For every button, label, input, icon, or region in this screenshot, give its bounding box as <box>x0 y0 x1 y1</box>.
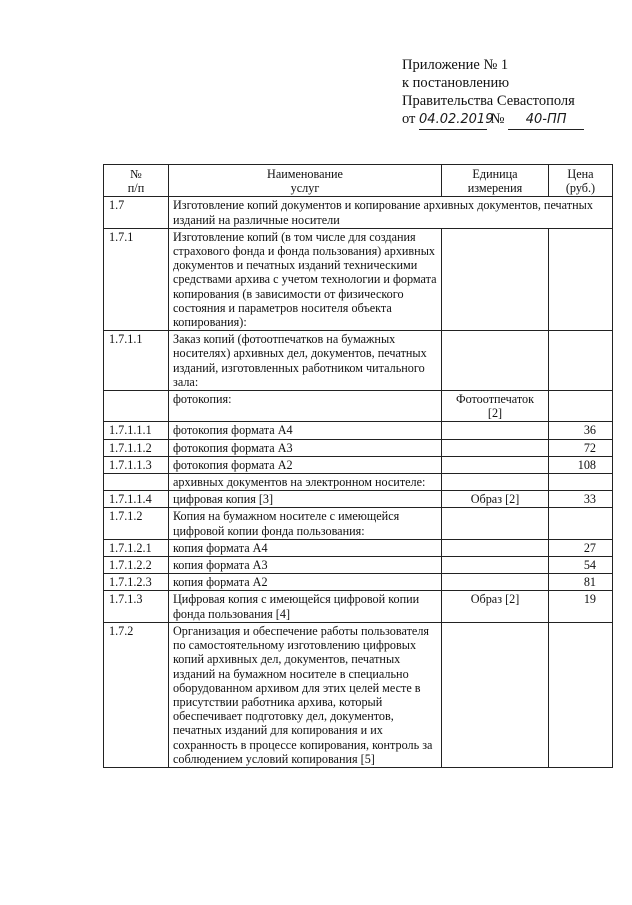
table-row <box>104 539 613 556</box>
row-price <box>549 474 613 491</box>
table-row <box>104 591 613 622</box>
table-row <box>104 391 613 422</box>
handwritten-number: 40-ПП <box>508 111 584 130</box>
appendix-header <box>402 56 584 130</box>
row-price: 27 <box>549 539 613 556</box>
row-price: 54 <box>549 557 613 574</box>
row-number: 1.7.1.2.2 <box>104 557 169 574</box>
row-service-name: копия формата А4 <box>169 539 442 556</box>
row-number: 1.7.1.1.2 <box>104 439 169 456</box>
row-number: 1.7.1.2.1 <box>104 539 169 556</box>
column-header-number: № п/п <box>104 165 169 197</box>
row-service-name: архивных документов на электронном носителе: <box>169 474 442 491</box>
column-header-unit: Единица измерения <box>442 165 549 197</box>
row-service-name: фотокопия формата А3 <box>169 439 442 456</box>
services-table <box>103 164 613 768</box>
row-number: 1.7.2 <box>104 622 169 767</box>
row-number: 1.7.1.2.3 <box>104 574 169 591</box>
table-row <box>104 574 613 591</box>
row-price: 108 <box>549 456 613 473</box>
row-price <box>549 508 613 539</box>
row-service-name: Организация и обеспечение работы пользователя по самостоятельному изготовлению цифровых копий архивных дел, документов, печатных изданий на бумажном носителе в специально оборудованном архивом для этих целей месте в присутствии работника архива, который обеспечивает подготовку дел, документов, печатных изданий для копирования и их сохранность в процессе копирования, контроль за соблюдением условий копирования [5] <box>169 622 442 767</box>
row-price <box>549 622 613 767</box>
row-unit <box>442 622 549 767</box>
column-header-price: Цена (руб.) <box>549 165 613 197</box>
row-service-name: копия формата А3 <box>169 557 442 574</box>
row-unit <box>442 228 549 330</box>
row-unit <box>442 474 549 491</box>
row-number: 1.7 <box>104 197 169 228</box>
row-number: 1.7.1.3 <box>104 591 169 622</box>
row-number: 1.7.1.1 <box>104 331 169 391</box>
row-number: 1.7.1.2 <box>104 508 169 539</box>
row-price: 36 <box>549 422 613 439</box>
appendix-date-line <box>402 110 584 130</box>
table-row <box>104 557 613 574</box>
table-row <box>104 474 613 491</box>
handwritten-date: 04.02.2019 <box>419 111 487 130</box>
row-unit: Образ [2] <box>442 491 549 508</box>
row-service-name: Цифровая копия с имеющейся цифровой копии фонда пользования [4] <box>169 591 442 622</box>
table-row <box>104 331 613 391</box>
row-price <box>549 331 613 391</box>
row-number: 1.7.1.1.1 <box>104 422 169 439</box>
table-row <box>104 422 613 439</box>
table-row <box>104 456 613 473</box>
row-service-name: копия формата А2 <box>169 574 442 591</box>
row-unit <box>442 456 549 473</box>
row-unit: Образ [2] <box>442 591 549 622</box>
table-row <box>104 508 613 539</box>
number-label: № <box>490 111 505 127</box>
row-number <box>104 391 169 422</box>
row-service-name: фотокопия формата А2 <box>169 456 442 473</box>
row-service-name: Изготовление копий документов и копирование архивных документов, печатных изданий на различные носители <box>169 197 613 228</box>
table-row <box>104 491 613 508</box>
row-unit <box>442 422 549 439</box>
row-number: 1.7.1 <box>104 228 169 330</box>
row-service-name: фотокопия: <box>169 391 442 422</box>
row-number: 1.7.1.1.3 <box>104 456 169 473</box>
row-price <box>549 228 613 330</box>
row-unit <box>442 539 549 556</box>
row-number: 1.7.1.1.4 <box>104 491 169 508</box>
table-row <box>104 439 613 456</box>
table-header-row <box>104 165 613 197</box>
row-service-name: Заказ копий (фотоотпечатков на бумажных носителях) архивных дел, документов, печатных изданий, изготовленных работником читального зала: <box>169 331 442 391</box>
row-unit: Фотоотпечаток [2] <box>442 391 549 422</box>
row-price: 33 <box>549 491 613 508</box>
table-row <box>104 622 613 767</box>
appendix-subtitle-1: к постановлению <box>402 75 510 91</box>
row-number <box>104 474 169 491</box>
row-unit <box>442 508 549 539</box>
row-service-name: фотокопия формата А4 <box>169 422 442 439</box>
row-price <box>549 391 613 422</box>
row-service-name: Копия на бумажном носителе с имеющейся цифровой копии фонда пользования: <box>169 508 442 539</box>
row-service-name: цифровая копия [3] <box>169 491 442 508</box>
appendix-subtitle-2: Правительства Севастополя <box>402 93 575 109</box>
row-service-name: Изготовление копий (в том числе для создания страхового фонда и фонда пользования) архивных документов и печатных изданий техническими средствами архива с учетом технологии и формата копирования (в зависимости от физического состояния и параметров носителя объекта копирования): <box>169 228 442 330</box>
row-unit <box>442 331 549 391</box>
from-label: от <box>402 111 416 127</box>
row-price: 19 <box>549 591 613 622</box>
appendix-title: Приложение № 1 <box>402 57 509 73</box>
row-unit <box>442 439 549 456</box>
row-unit <box>442 574 549 591</box>
row-unit <box>442 557 549 574</box>
column-header-name: Наименование услуг <box>169 165 442 197</box>
row-price: 81 <box>549 574 613 591</box>
table-row <box>104 228 613 330</box>
row-price: 72 <box>549 439 613 456</box>
table-row <box>104 197 613 228</box>
